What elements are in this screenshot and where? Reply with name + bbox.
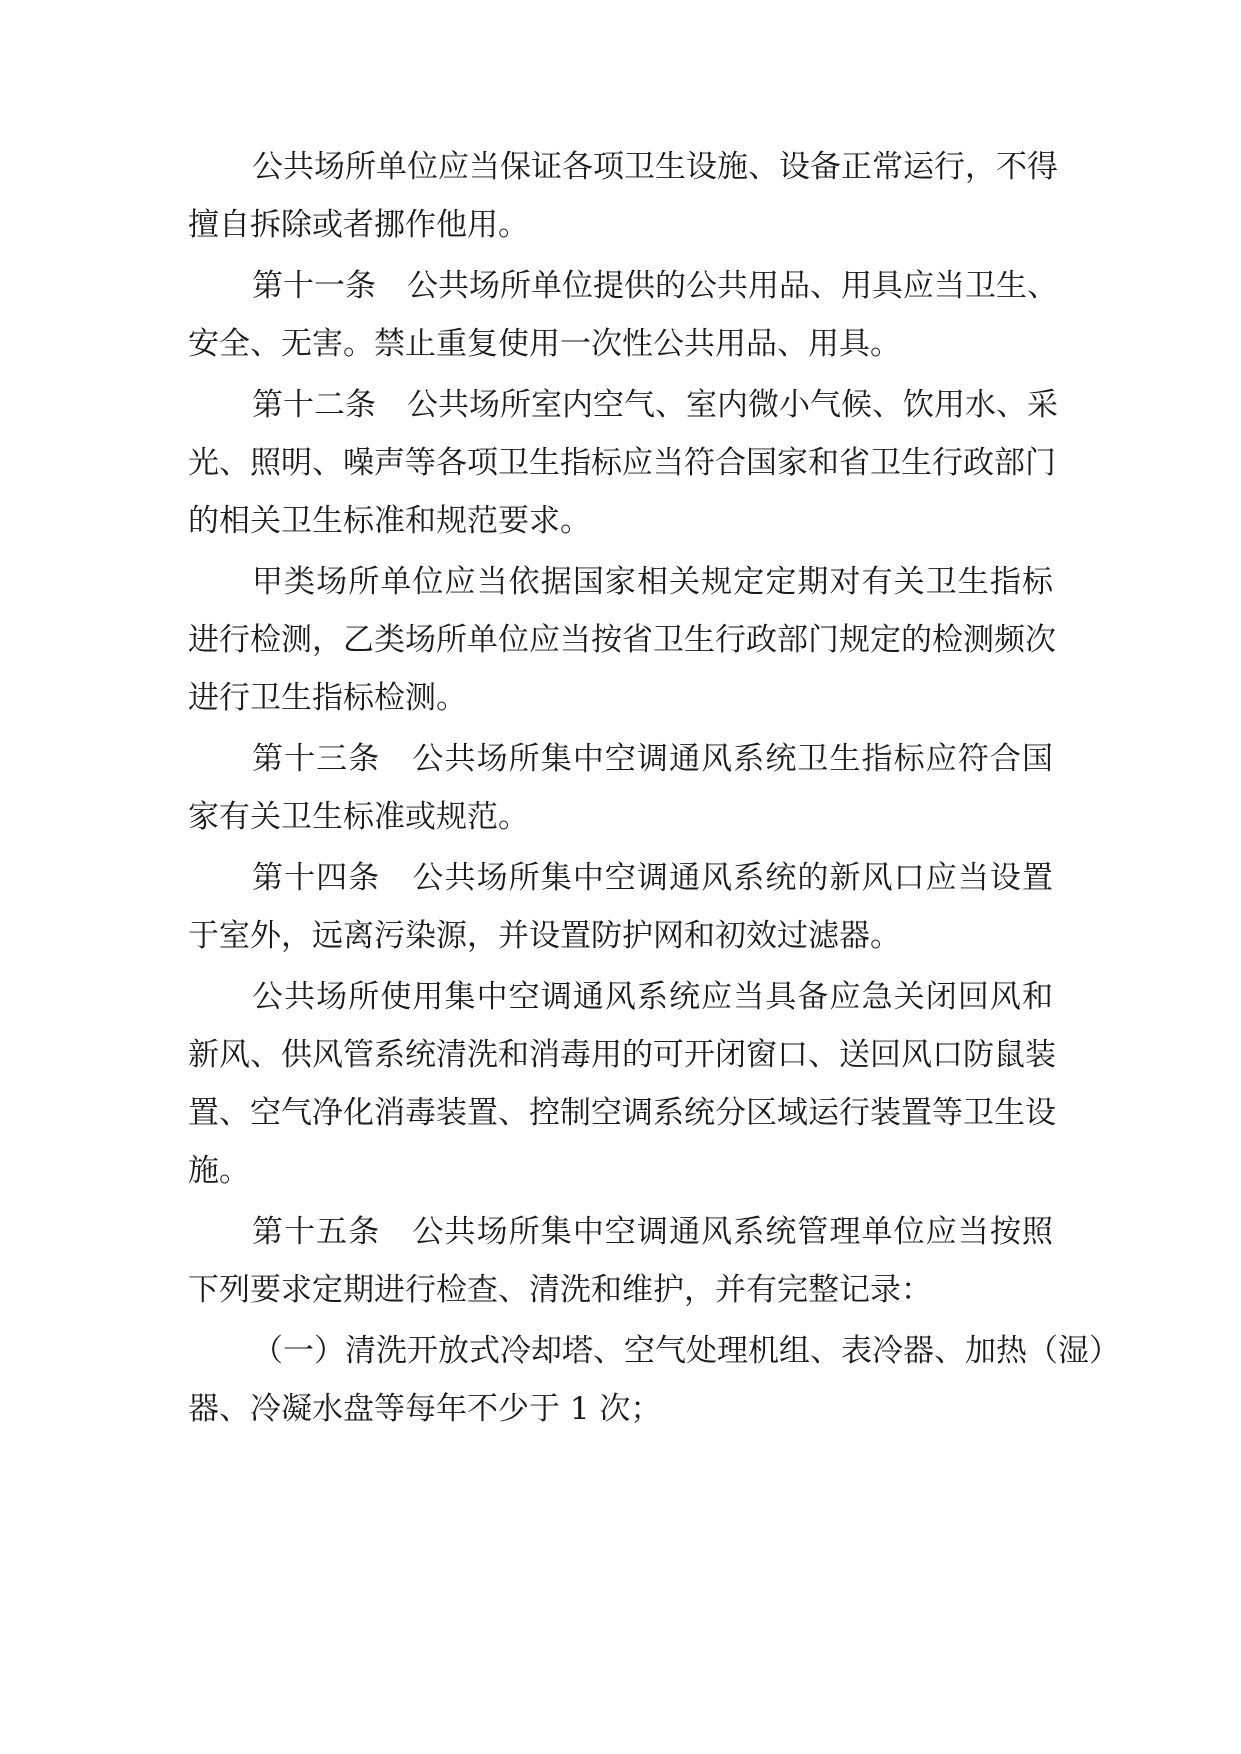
text-line: 于室外，远离污染源，并设置防护网和初效过滤器。 <box>188 918 901 954</box>
text-line: 安全、无害。禁止重复使用一次性公共用品、用具。 <box>188 326 901 362</box>
list-item-1: （一）清洗开放式冷却塔、空气处理机组、表冷器、加热（湿） <box>252 1333 1120 1369</box>
article-11-heading: 第十一条 公共场所单位提供的公共用品、用具应当卫生、 <box>252 268 1058 304</box>
text-line: 光、照明、噪声等各项卫生指标应当符合国家和省卫生行政部门 <box>188 445 1056 481</box>
article-14-heading: 第十四条 公共场所集中空调通风系统的新风口应当设置 <box>252 860 1053 896</box>
text-line: 公共场所单位应当保证各项卫生设施、设备正常运行，不得 <box>252 149 1058 185</box>
text-line: 公共场所使用集中空调通风系统应当具备应急关闭回风和 <box>252 979 1053 1015</box>
text-line: 家有关卫生标准或规范。 <box>188 799 529 835</box>
text-line: 擅自拆除或者挪作他用。 <box>188 207 529 243</box>
text-line: 进行卫生指标检测。 <box>188 680 467 716</box>
article-12-heading: 第十二条 公共场所室内空气、室内微小气候、饮用水、采 <box>252 387 1058 423</box>
text-line: 置、空气净化消毒装置、控制空调系统分区域运行装置等卫生设 <box>188 1095 1056 1131</box>
text-line: 下列要求定期进行检查、清洗和维护，并有完整记录： <box>188 1272 932 1308</box>
text-line: 进行检测，乙类场所单位应当按省卫生行政部门规定的检测频次 <box>188 622 1056 658</box>
text-line: 新风、供风管系统清洗和消毒用的可开闭窗口、送回风口防鼠装 <box>188 1037 1056 1073</box>
article-13-heading: 第十三条 公共场所集中空调通风系统卫生指标应符合国 <box>252 741 1053 777</box>
text-line: 施。 <box>188 1153 250 1189</box>
text-line: 的相关卫生标准和规范要求。 <box>188 503 591 539</box>
text-line: 器、冷凝水盘等每年不少于 1 次； <box>188 1391 662 1427</box>
text-line: 甲类场所单位应当依据国家相关规定定期对有关卫生指标 <box>252 564 1053 600</box>
article-15-heading: 第十五条 公共场所集中空调通风系统管理单位应当按照 <box>252 1214 1053 1250</box>
